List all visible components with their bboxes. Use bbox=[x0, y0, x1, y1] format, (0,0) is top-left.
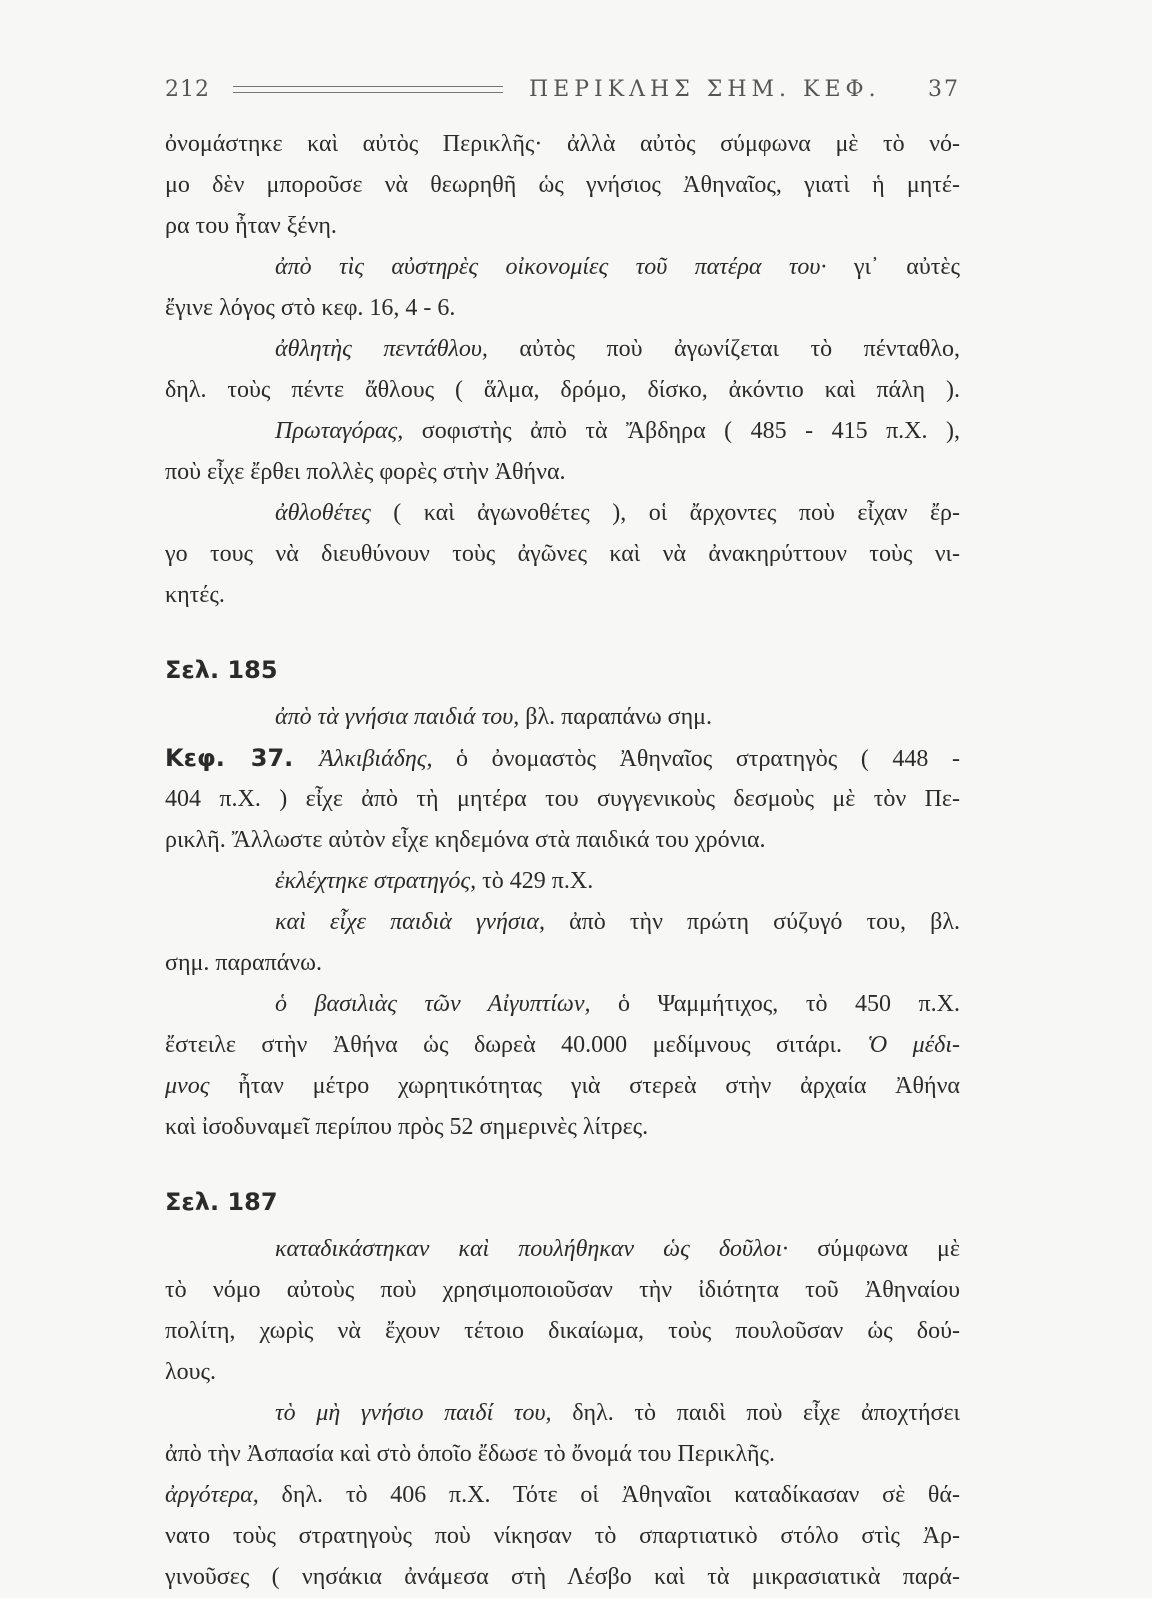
text-run: τὸ 429 π.Χ. bbox=[476, 868, 594, 894]
italic-term: μνος bbox=[165, 1073, 210, 1099]
text-run: ἀπὸ τὴν Ἀσπασία καὶ στὸ ὁποῖο ἔδωσε τὸ ὄνομά του Περικλῆς. bbox=[165, 1441, 776, 1467]
italic-term: ἀθλητὴς πεντάθλου, bbox=[275, 336, 488, 362]
text-line bbox=[165, 984, 960, 1025]
text-line bbox=[165, 1516, 960, 1557]
text-line bbox=[165, 288, 960, 329]
text-line bbox=[165, 738, 960, 779]
running-title: ΠΕΡΙΚΛΗΣ ΣΗΜ. ΚΕΦ. bbox=[529, 76, 881, 102]
italic-term: Ἀλκιβιάδης, bbox=[319, 746, 433, 772]
italic-term: Πρωταγόρας, bbox=[275, 418, 404, 444]
italic-term: ὁ βασιλιὰς τῶν Αἰγυπτίων, bbox=[275, 991, 591, 1017]
text-run: ἦταν μέτρο χωρητικότητας γιὰ στερεὰ στὴν ἀρχαία Ἀθήνα bbox=[209, 1073, 960, 1099]
text-line bbox=[165, 1270, 960, 1311]
italic-term: καταδικάστηκαν καὶ πουλήθηκαν ὡς δοῦλοι· bbox=[275, 1236, 789, 1262]
italic-term: καὶ εἶχε παιδιὰ γνήσια, bbox=[275, 909, 546, 935]
text-line bbox=[165, 329, 960, 370]
chapter-label: Κεφ. 37. bbox=[165, 744, 320, 772]
italic-term: ἐκλέχτηκε στρατηγός, bbox=[275, 868, 477, 894]
text-run: ἔστειλε στὴν Ἀθήνα ὡς δωρεὰ 40.000 μεδίμνους σιτάρι. bbox=[165, 1032, 868, 1058]
text-run: βλ. παραπάνω σημ. bbox=[519, 704, 713, 730]
page-body bbox=[165, 124, 960, 1598]
text-run: ρα του ἦταν ξένη. bbox=[165, 213, 337, 239]
text-line bbox=[165, 370, 960, 411]
italic-term: ἀπὸ τὰ γνήσια παιδιά του, bbox=[275, 704, 520, 730]
section-heading: Σελ. 187 bbox=[165, 1188, 278, 1216]
page-number: 212 bbox=[165, 76, 210, 102]
text-run: ὀνομάστηκε καὶ αὐτὸς Περικλῆς· ἀλλὰ αὐτὸς σύμφωνα μὲ τὸ νό- bbox=[165, 131, 960, 157]
italic-term: ἀργότερα, bbox=[165, 1482, 259, 1508]
text-line bbox=[165, 1311, 960, 1352]
text-run: γινοῦσες ( νησάκια ἀνάμεσα στὴ Λέσβο καὶ τὰ μικρασιατικὰ παρά- bbox=[165, 1564, 960, 1590]
text-line bbox=[165, 1066, 960, 1107]
text-line bbox=[165, 1393, 960, 1434]
text-run: καὶ ἰσοδυναμεῖ περίπου πρὸς 52 σημερινὲς λίτρες. bbox=[165, 1114, 649, 1140]
text-run: σημ. παραπάνω. bbox=[165, 950, 322, 976]
text-run: ὁ Ψαμμήτιχος, τὸ 450 π.Χ. bbox=[590, 991, 960, 1017]
text-run: σοφιστὴς ἀπὸ τὰ Ἄβδηρα ( 485 - 415 π.Χ. ), bbox=[403, 418, 960, 444]
text-run: ὁ ὀνομαστὸς Ἀθηναῖος στρατηγὸς ( 448 - bbox=[432, 746, 960, 772]
text-line bbox=[165, 1025, 960, 1066]
italic-term: τὸ μὴ γνήσιο παιδί του, bbox=[275, 1400, 552, 1426]
text-run: πολίτη, χωρὶς νὰ ἔχουν τέτοιο δικαίωμα, τοὺς πουλοῦσαν ὡς δού- bbox=[165, 1318, 960, 1344]
text-line bbox=[165, 452, 960, 493]
text-line bbox=[165, 1475, 960, 1516]
text-line bbox=[165, 1434, 960, 1475]
text-line bbox=[165, 247, 960, 288]
text-line bbox=[165, 1107, 960, 1148]
text-run: λους. bbox=[165, 1359, 217, 1385]
text-run: δηλ. τὸ παιδὶ ποὺ εἶχε ἀποχτήσει bbox=[551, 1400, 960, 1426]
text-run: ἔγινε λόγος στὸ κεφ. 16, 4 - 6. bbox=[165, 295, 456, 321]
italic-term: Ὁ μέδι- bbox=[867, 1032, 960, 1058]
text-run: ρικλῆ. Ἄλλωστε αὐτὸν εἶχε κηδεμόνα στὰ παιδικά του χρόνια. bbox=[165, 827, 766, 853]
text-line bbox=[165, 124, 960, 165]
text-line bbox=[165, 493, 960, 534]
text-line bbox=[165, 861, 960, 902]
text-run: τὸ νόμο αὐτοὺς ποὺ χρησιμοποιοῦσαν τὴν ἰδιότητα τοῦ Ἀθηναίου bbox=[165, 1277, 960, 1303]
text-run: νατο τοὺς στρατηγοὺς ποὺ νίκησαν τὸ σπαρτιατικὸ στόλο στὶς Ἀρ- bbox=[165, 1523, 960, 1549]
text-line bbox=[165, 1557, 960, 1598]
text-run: αὐτὸς ποὺ ἀγωνίζεται τὸ πένταθλο, bbox=[487, 336, 960, 362]
section-heading: Σελ. 185 bbox=[165, 656, 278, 684]
text-run: ἀπὸ τὴν πρώτη σύζυγό του, βλ. bbox=[545, 909, 960, 935]
text-run: σύμφωνα μὲ bbox=[788, 1236, 960, 1262]
text-run: ποὺ εἶχε ἔρθει πολλὲς φορὲς στὴν Ἀθήνα. bbox=[165, 459, 566, 485]
italic-term: ἀπὸ τὶς αὐστηρὲς οἰκονομίες τοῦ πατέρα του· bbox=[275, 254, 827, 280]
text-line bbox=[165, 902, 960, 943]
text-run: γο τους νὰ διευθύνουν τοὺς ἀγῶνες καὶ νὰ ἀνακηρύττουν τοὺς νι- bbox=[165, 541, 960, 567]
text-run: 404 π.Χ. ) εἶχε ἀπὸ τὴ μητέρα του συγγενικοὺς δεσμοὺς μὲ τὸν Πε- bbox=[165, 786, 960, 812]
chapter-number: 37 bbox=[928, 76, 960, 102]
text-line bbox=[165, 165, 960, 206]
text-run: δηλ. τοὺς πέντε ἄθλους ( ἅλμα, δρόμο, δίσκο, ἀκόντιο καὶ πάλη ). bbox=[165, 377, 960, 403]
text-run: δηλ. τὸ 406 π.Χ. Τότε οἱ Ἀθηναῖοι καταδίκασαν σὲ θά- bbox=[258, 1482, 960, 1508]
text-run: μο δὲν μποροῦσε νὰ θεωρηθῆ ὡς γνήσιος Ἀθηναῖος, γιατὶ ἡ μητέ- bbox=[165, 172, 960, 198]
text-line bbox=[165, 575, 960, 616]
header-rule bbox=[233, 86, 503, 93]
text-run: γι᾽ αὐτὲς bbox=[826, 254, 960, 280]
text-line bbox=[165, 1229, 960, 1270]
text-line bbox=[165, 534, 960, 575]
running-header bbox=[165, 74, 960, 104]
text-run: κητές. bbox=[165, 582, 225, 608]
text-line bbox=[165, 779, 960, 820]
text-line bbox=[165, 1352, 960, 1393]
text-line bbox=[165, 206, 960, 247]
text-line bbox=[165, 697, 960, 738]
text-run: ( καὶ ἀγωνοθέτες ), οἱ ἄρχοντες ποὺ εἶχαν ἔρ- bbox=[370, 500, 960, 526]
text-line bbox=[165, 820, 960, 861]
italic-term: ἀθλοθέτες bbox=[275, 500, 371, 526]
text-line bbox=[165, 943, 960, 984]
text-line bbox=[165, 411, 960, 452]
